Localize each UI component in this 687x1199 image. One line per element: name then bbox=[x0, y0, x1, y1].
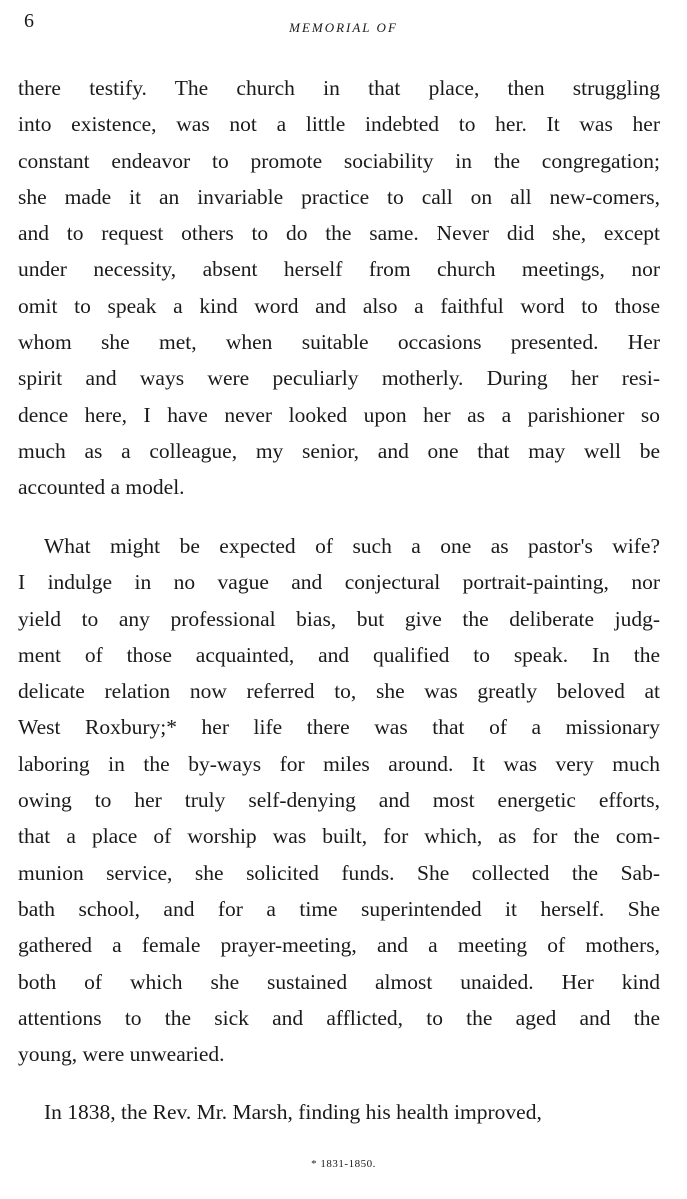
text-line: and to request others to do the same. Never did she, except bbox=[18, 221, 660, 246]
text-line: constant endeavor to promote sociability in the congregation; bbox=[18, 148, 660, 173]
text-line: West Roxbury;* her life there was that of a missionary bbox=[18, 715, 660, 740]
text-line: young, were unwearied. bbox=[18, 1042, 225, 1067]
footnote: * 1831-1850. bbox=[311, 1158, 376, 1170]
text-line: owing to her truly self-denying and most energetic efforts, bbox=[18, 788, 660, 813]
text-line: there testify. The church in that place, then struggling bbox=[18, 76, 660, 100]
text-line: munion service, she solicited funds. She collected the Sab- bbox=[18, 860, 660, 885]
text-line: delicate relation now referred to, she was greatly beloved at bbox=[18, 679, 660, 704]
text-line: gathered a female prayer-meeting, and a meeting of mothers, bbox=[18, 933, 660, 958]
text-line: bath school, and for a time superintended it herself. She bbox=[18, 896, 660, 921]
text-line: much as a colleague, my senior, and one that may well be bbox=[18, 438, 660, 463]
text-line: both of which she sustained almost unaided. Her kind bbox=[18, 969, 660, 994]
text-line: accounted a model. bbox=[18, 475, 185, 500]
page-number: 6 bbox=[24, 10, 34, 32]
text-line: attentions to the sick and afflicted, to the aged and the bbox=[18, 1005, 660, 1030]
text-line: whom she met, when suitable occasions presented. Her bbox=[18, 330, 660, 355]
text-line: omit to speak a kind word and also a faithful word to those bbox=[18, 293, 660, 318]
text-line: ment of those acquainted, and qualified to speak. In the bbox=[18, 642, 660, 667]
text-line: spirit and ways were peculiarly motherly. During her resi- bbox=[18, 366, 660, 391]
paragraph bbox=[18, 528, 660, 1072]
text-line: laboring in the by-ways for miles around. It was very much bbox=[18, 751, 660, 776]
text-line: under necessity, absent herself from church meetings, nor bbox=[18, 257, 660, 282]
paragraph bbox=[18, 70, 660, 506]
text-line: In 1838, the Rev. Mr. Marsh, finding his health improved, bbox=[44, 1100, 542, 1124]
text-line: that a place of worship was built, for which, as for the com- bbox=[18, 824, 660, 849]
text-line: into existence, was not a little indebted to her. It was her bbox=[18, 112, 660, 137]
text-line: she made it an invariable practice to call on all new-comers, bbox=[18, 184, 660, 209]
text-line: dence here, I have never looked upon her as a parishioner so bbox=[18, 402, 660, 427]
text-line: yield to any professional bias, but give the deliberate judg- bbox=[18, 606, 660, 631]
running-head: MEMORIAL OF bbox=[289, 20, 398, 35]
text-line: I indulge in no vague and conjectural portrait-painting, nor bbox=[18, 570, 660, 595]
paragraph bbox=[18, 1094, 660, 1130]
text-line: What might be expected of such a one as pastor's wife? bbox=[44, 534, 660, 558]
